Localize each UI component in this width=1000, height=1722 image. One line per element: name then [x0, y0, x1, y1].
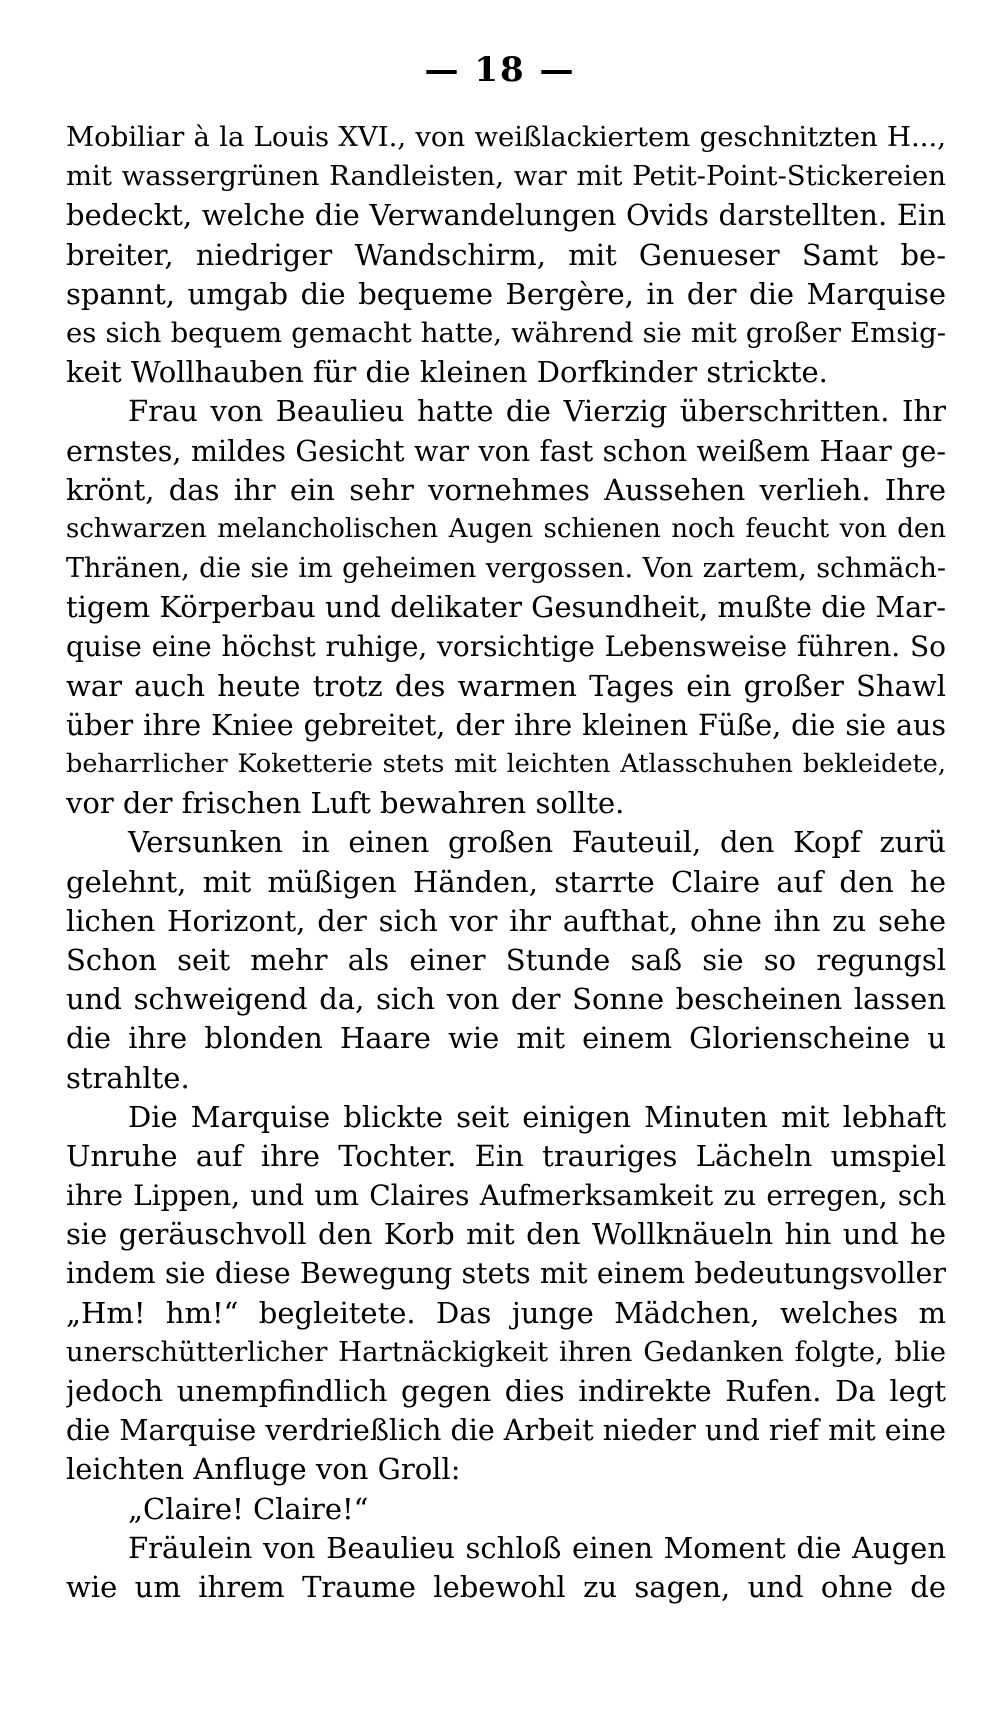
text-line: Schon seit mehr als einer Stunde saß sie so regungsl	[66, 942, 946, 977]
text-line: quise eine höchst ruhige, vorsichtige Lebensweise führen. So	[66, 630, 946, 664]
text-line: spannt, umgab die bequeme Bergère, in der die Marquise	[66, 276, 946, 311]
text-line: Thränen, die sie im geheimen vergossen. Von zartem, schmäch-	[66, 553, 946, 585]
text-line: indem sie diese Bewegung stets mit einem bedeutungsvoller	[66, 1257, 946, 1291]
text-line: „Hm! hm!“ begleitete. Das junge Mädchen, welches m	[66, 1295, 946, 1330]
text-line: Mobiliar à la Louis XVI., von weißlackiertem geschnitzten H...,	[66, 121, 946, 153]
text-line: schwarzen melancholischen Augen schienen noch feucht von den	[66, 513, 946, 544]
text-line: beharrlicher Koketterie stets mit leichten Atlasschuhen bekleidete,	[66, 749, 946, 779]
text-line: die ihre blonden Haare wie mit einem Glorienscheine u	[66, 1021, 946, 1056]
text-line: krönt, das ihr ein sehr vornehmes Aussehen verlieh. Ihre	[66, 472, 946, 507]
text-line: mit wassergrünen Randleisten, war mit Petit-Point-Stickereien	[66, 160, 946, 193]
text-line: Versunken in einen großen Fauteuil, den Kopf zurü	[128, 825, 946, 860]
text-line: Unruhe auf ihre Tochter. Ein trauriges Lächeln umspiel	[66, 1138, 946, 1173]
text-line: es sich bequem gemacht hatte, während sie mit großer Emsig-	[66, 316, 946, 349]
text-line: „Claire! Claire!“	[128, 1491, 369, 1526]
text-line: lichen Horizont, der sich vor ihr aufthat, ohne ihn zu sehe	[66, 903, 946, 938]
text-line: Die Marquise blickte seit einigen Minuten mit lebhaft	[128, 1099, 946, 1134]
body-text	[66, 118, 946, 1607]
text-line: ernstes, mildes Gesicht war von fast schon weißem Haar ge-	[66, 434, 946, 468]
text-line: breiter, niedriger Wandschirm, mit Genueser Samt be-	[66, 237, 946, 272]
text-line: und schweigend da, sich von der Sonne bescheinen lassen	[66, 982, 946, 1017]
text-line: strahlte.	[66, 1060, 190, 1095]
text-line: keit Wollhauben für die kleinen Dorfkinder strickte.	[66, 355, 828, 390]
text-line: vor der frischen Luft bewahren sollte.	[66, 786, 625, 821]
text-line: gelehnt, mit müßigen Händen, starrte Claire auf den he	[66, 864, 946, 899]
text-line: wie um ihrem Traume lebewohl zu sagen, und ohne de	[66, 1569, 946, 1604]
text-line: jedoch unempfindlich gegen dies indirekte Rufen. Da legt	[66, 1374, 946, 1408]
text-line: Fräulein von Beaulieu schloß einen Moment die Augen	[128, 1530, 946, 1565]
text-line: tigem Körperbau und delikater Gesundheit, mußte die Mar-	[66, 590, 946, 625]
text-line: über ihre Kniee gebreitet, der ihre kleinen Füße, die sie aus	[66, 708, 946, 742]
text-line: ihre Lippen, und um Claires Aufmerksamkeit zu erregen, sch	[66, 1179, 946, 1213]
text-line: leichten Anfluge von Groll:	[66, 1452, 461, 1487]
text-line: sie geräuschvoll den Korb mit den Wollknäueln hin und he	[66, 1217, 946, 1252]
text-line: war auch heute trotz des warmen Tages ein großer Shawl	[66, 668, 946, 703]
text-line: die Marquise verdrießlich die Arbeit nieder und rief mit eine	[66, 1414, 946, 1448]
text-line: unerschütterlicher Hartnäckigkeit ihren Gedanken folgte, blie	[66, 1335, 946, 1368]
text-line: bedeckt, welche die Verwandelungen Ovids darstellten. Ein	[66, 198, 946, 233]
text-line: Frau von Beaulieu hatte die Vierzig überschritten. Ihr	[128, 394, 946, 429]
page-number: — 18 —	[424, 50, 576, 90]
